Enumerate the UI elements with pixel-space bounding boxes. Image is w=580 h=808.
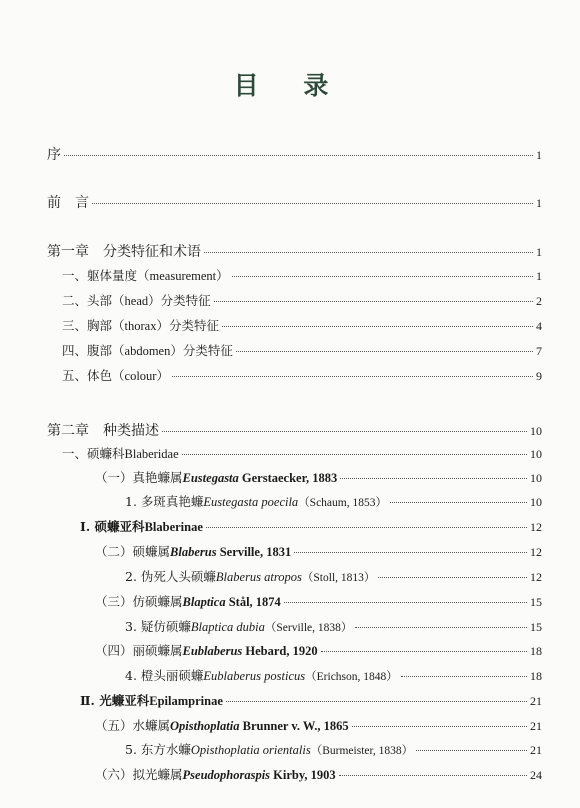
toc-entry-label: 四、腹部（abdomen）分类特征 <box>62 343 233 358</box>
toc-entry-label: 1. 多斑真艳蠊Eustegasta poecila（Schaum, 1853） <box>125 494 387 509</box>
toc-page-number: 24 <box>530 768 542 782</box>
toc-page-number: 21 <box>530 743 542 757</box>
toc-entry-label: 5. 东方水蠊Opisthoplatia orientalis（Burmeister, 1838） <box>125 742 414 757</box>
toc-leader-dots <box>232 276 533 277</box>
toc-page-number: 10 <box>530 471 542 485</box>
toc-entry-label: 五、体色（colour） <box>62 368 169 383</box>
toc-entry-label: 第一章 分类特征和术语 <box>47 244 201 260</box>
toc-leader-dots <box>226 701 527 702</box>
toc-entry-label: Ⅰ. 硕蠊亚科Blaberinae <box>80 519 203 534</box>
toc-entry-genus[interactable] <box>95 592 542 610</box>
toc-leader-dots <box>352 726 527 727</box>
toc-page-number: 10 <box>530 447 542 461</box>
toc-leader-dots <box>284 602 527 603</box>
toc-entry-label: （三）仿硕蠊属Blaptica Stål, 1874 <box>95 594 281 609</box>
toc-entry-label: 3. 疑仿硕蠊Blaptica dubia（Serville, 1838） <box>125 619 353 634</box>
toc-page-number: 2 <box>536 294 542 308</box>
toc-entry-chapter-1[interactable] <box>47 241 542 261</box>
toc-entry-label: 三、胸部（thorax）分类特征 <box>62 318 219 333</box>
toc-leader-dots <box>390 502 527 503</box>
toc-entry-chapter-2[interactable] <box>47 420 542 440</box>
toc-page-number: 12 <box>530 520 542 534</box>
toc-entry-label: 一、硕蠊科Blaberidae <box>62 446 179 461</box>
toc-leader-dots <box>340 478 527 479</box>
toc-leader-dots <box>206 527 527 528</box>
toc-leader-dots <box>172 376 533 377</box>
toc-leader-dots <box>64 155 533 156</box>
toc-page-number: 1 <box>536 245 542 259</box>
toc-entry-species[interactable] <box>125 666 542 684</box>
toc-leader-dots <box>401 676 527 677</box>
toc-entry-label: （六）拟光蠊属Pseudophoraspis Kirby, 1903 <box>95 767 336 782</box>
toc-leader-dots <box>162 431 527 432</box>
toc-leader-dots <box>378 577 527 578</box>
toc-entry-foreword[interactable] <box>47 192 542 212</box>
toc-entry-section[interactable] <box>62 366 542 384</box>
toc-entry-label: 序 <box>47 147 61 163</box>
toc-page-number: 18 <box>530 669 542 683</box>
toc-page-number: 18 <box>530 644 542 658</box>
toc-leader-dots <box>222 326 533 327</box>
toc-entry-section[interactable] <box>62 291 542 309</box>
toc-entry-section[interactable] <box>62 266 542 284</box>
toc-page-number: 21 <box>530 719 542 733</box>
toc-page-number: 12 <box>530 545 542 559</box>
toc-entry-label: 二、头部（head）分类特征 <box>62 293 211 308</box>
toc-entry-genus[interactable] <box>95 716 542 734</box>
toc-entry-section[interactable] <box>62 316 542 334</box>
toc-leader-dots <box>92 203 533 204</box>
toc-page-number: 12 <box>530 570 542 584</box>
toc-leader-dots <box>204 252 533 253</box>
toc-leader-dots <box>416 750 527 751</box>
toc-entry-genus[interactable] <box>95 641 542 659</box>
toc-entry-genus[interactable] <box>95 542 542 560</box>
toc-leader-dots <box>182 454 527 455</box>
toc-entry-genus[interactable] <box>95 765 542 783</box>
toc-page-number: 10 <box>530 424 542 438</box>
toc-entry-label: 一、躯体量度（measurement） <box>62 268 229 283</box>
toc-entry-species[interactable] <box>125 617 542 635</box>
toc-entry-subfamily[interactable] <box>80 691 542 709</box>
toc-page-number: 15 <box>530 620 542 634</box>
toc-entry-subfamily[interactable] <box>80 517 542 535</box>
toc-entry-species[interactable] <box>125 567 542 585</box>
toc-entry-label: 第二章 种类描述 <box>47 423 159 439</box>
toc-page-number: 1 <box>536 269 542 283</box>
toc-leader-dots <box>339 775 527 776</box>
toc-entry-label: 2. 伪死人头硕蠊Blaberus atropos（Stoll, 1813） <box>125 569 376 584</box>
toc-page-number: 15 <box>530 595 542 609</box>
toc-entry-section[interactable] <box>62 341 542 359</box>
toc-leader-dots <box>236 351 533 352</box>
toc-page-number: 1 <box>536 148 542 162</box>
toc-page-number: 10 <box>530 495 542 509</box>
toc-entry-preface[interactable] <box>47 144 542 164</box>
toc-page-number: 7 <box>536 344 542 358</box>
toc-entry-family[interactable] <box>62 444 542 462</box>
toc-page-number: 9 <box>536 369 542 383</box>
toc-entry-label: （一）真艳蠊属Eustegasta Gerstaecker, 1883 <box>95 470 338 485</box>
page-title: 目 录 <box>233 71 347 100</box>
toc-entry-label: （四）丽硕蠊属Eublaberus Hebard, 1920 <box>95 643 318 658</box>
toc-entry-label: （五）水蠊属Opisthoplatia Brunner v. W., 1865 <box>95 718 349 733</box>
toc-leader-dots <box>214 301 533 302</box>
toc-leader-dots <box>355 627 527 628</box>
toc-entry-species[interactable] <box>125 492 542 510</box>
toc-page-number: 1 <box>536 196 542 210</box>
toc-entry-genus[interactable] <box>95 468 542 486</box>
toc-page-number: 4 <box>536 319 542 333</box>
toc-entry-species[interactable] <box>125 740 542 758</box>
toc-leader-dots <box>294 552 527 553</box>
toc-entry-label: Ⅱ. 光蠊亚科Epilamprinae <box>80 693 223 708</box>
toc-entry-label: 前 言 <box>47 195 89 211</box>
toc-entry-label: （二）硕蠊属Blaberus Serville, 1831 <box>95 544 292 559</box>
toc-page-number: 21 <box>530 694 542 708</box>
toc-entry-label: 4. 橙头丽硕蠊Eublaberus posticus（Erichson, 1848） <box>125 668 398 683</box>
toc-leader-dots <box>321 651 527 652</box>
